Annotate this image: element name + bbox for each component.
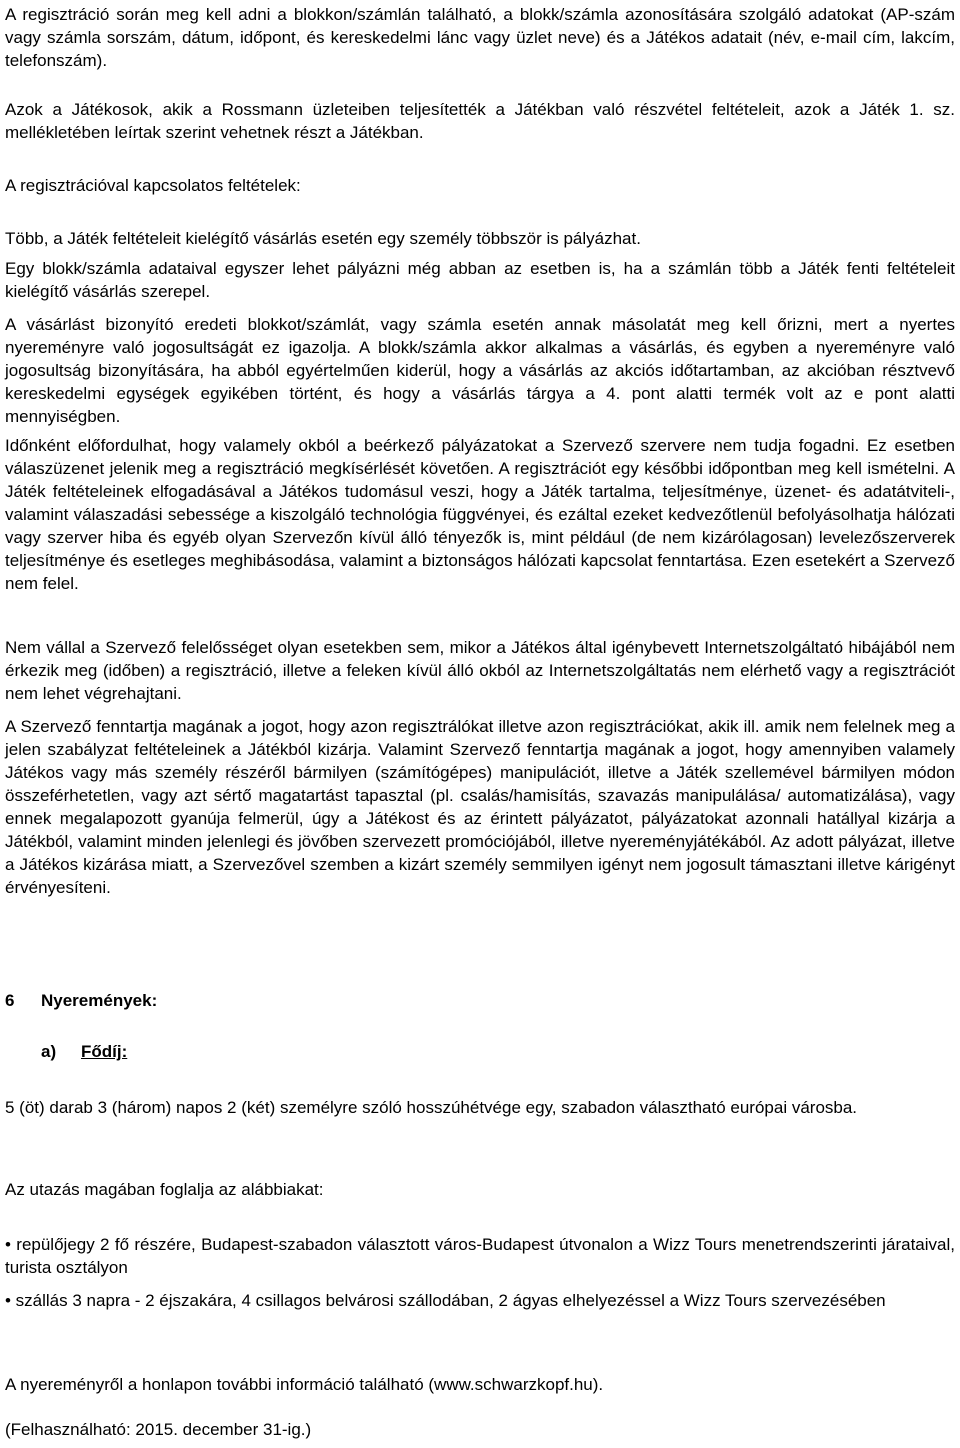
section-number: 6	[5, 991, 15, 1010]
paragraph-validity: (Felhasználható: 2015. december 31-ig.)	[5, 1420, 312, 1439]
subsection-number: a)	[41, 1042, 57, 1061]
list-item-flight: • repülőjegy 2 fő részére, Budapest-szabadon választott város-Budapest útvonalon a Wizz Tours menetrendszerinti járataival, turista osztályon	[5, 1235, 955, 1277]
paragraph-rossmann-players: Azok a Játékosok, akik a Rossmann üzleteiben teljesítették a Játékban való részvétel feltételeit, azok a Játék 1. sz. mellékletében leírtak szerint vehetnek részt a Játékban.	[5, 100, 955, 142]
paragraph-liability: Nem vállal a Szervező felelősséget olyan esetekben sem, mikor a Játékos által igénybevett Internetszolgáltató hibájából nem érkezik meg (időben) a regisztráció, illetve a feleken kívül álló okból az Internetszolgáltatás nem elérhető vagy a regisztrációt nem lehet végrehajtani.	[5, 638, 955, 703]
paragraph-registration-conditions-heading: A regisztrációval kapcsolatos feltételek:	[5, 176, 301, 195]
paragraph-server-issues: Időnként előfordulhat, hogy valamely okból a beérkező pályázatokat a Szervező szervere nem tudja fogadni. Ez esetben válaszüzenet jelenik meg a regisztráció megkísérlését követően. A regisztrációt egy későbbi időpontban meg kell ismételni. A Játék feltételeinek elfogadásával a Játékos tudomásul veszi, hogy a Játék tartalma, teljesítménye, üzenet- és adatátviteli-, valamint válaszadási sebessége a kiszolgáló technológia függvényei, és ezáltal ezeket kedvezőtlenül befolyásolhatja hálózati vagy szerver hiba és egyéb olyan Szervezőn kívül álló tényezők is, mint például (de nem kizárólagosan) levelezőszerverek teljesítménye és esetleges meghibásodása, valamint a biztonságos hálózati kapcsolat fenntartása. Ezen esetekért a Szervező nem felel.	[5, 436, 955, 593]
paragraph-trip-includes: Az utazás magában foglalja az alábbiakat:	[5, 1180, 324, 1199]
paragraph-exclusion-rights: A Szervező fenntartja magának a jogot, hogy azon regisztrálókat illetve azon regisztrációkat, akik ill. amik nem felelnek meg a jelen szabályzat feltételeinek a Játékból kizárja. Valamint Szervező fenntartja magának a jogot, hogy amennyiben valamely Játékos vagy más személy részéről bármilyen (számítógépes) manipulációt, illetve a Játék szellemével bármilyen módon összeférhetetlen, vagy azt sértő magatartást tapasztal (pl. csalás/hamisítás, szavazás manipulálása/ automatizálása), vagy ennek megalapozott gyanúja felmerül, úgy a Játékost és az érintett pályázatot, pályázatokat azonnali hatállyal kizárja a Játékból, valamint minden jelenlegi és jövőben szervezett promóciójából, illetve nyereményjátékából. Az adott pályázat, illetve a Játékos kizárása miatt, a Szervezővel szemben a kizárt személy semmilyen igényt nem jogosult támasztani illetve kárigényt érvényesíteni.	[5, 717, 955, 897]
paragraph-keep-receipt: A vásárlást bizonyító eredeti blokkot/számlát, vagy számla esetén annak másolatát meg kell őrizni, mert a nyertes nyereményre való jogosultságát ez igazolja. A blokk/számla akkor alkalmas a vásárlás, és egyben a nyereményre való jogosultság bizonyítására, ha abból egyértelműen kiderül, hogy a vásárlás az akciós időtartamban, az akcióban résztvevő kereskedelmi egységek egyikében történt, és hogy a vásárlás tárgya a 4. pont alatti termék volt az e pont alatti mennyiségben.	[5, 315, 955, 426]
list-item-accommodation: • szállás 3 napra - 2 éjszakára, 4 csillagos belvárosi szállodában, 2 ágyas elhelyezéssel a Wizz Tours szervezésében	[5, 1291, 886, 1310]
section-heading-prizes	[5, 989, 955, 1012]
paragraph-main-prize-description: 5 (öt) darab 3 (három) napos 2 (két) személyre szóló hosszúhétvége egy, szabadon választható európai városba.	[5, 1098, 858, 1117]
paragraph-multiple-entries: Több, a Játék feltételeit kielégítő vásárlás esetén egy személy többször is pályázhat.	[5, 229, 641, 248]
paragraph-more-info: A nyereményről a honlapon további információ található (www.schwarzkopf.hu).	[5, 1375, 604, 1394]
subsection-title: Fődíj:	[81, 1042, 128, 1061]
paragraph-single-receipt: Egy blokk/számla adataival egyszer lehet pályázni még abban az esetben is, ha a számlán több a Játék fenti feltételeit kielégítő vásárlás szerepel.	[5, 259, 955, 301]
section-title: Nyeremények:	[41, 991, 158, 1010]
subsection-heading-main-prize	[41, 1040, 127, 1063]
paragraph-registration-data: A regisztráció során meg kell adni a blokkon/számlán található, a blokk/számla azonosítására szolgáló adatokat (AP-szám vagy számla sorszám, dátum, időpont, és kereskedelmi lánc vagy üzlet neve) és a Játékos adatait (név, e-mail cím, lakcím, telefonszám).	[5, 5, 955, 70]
